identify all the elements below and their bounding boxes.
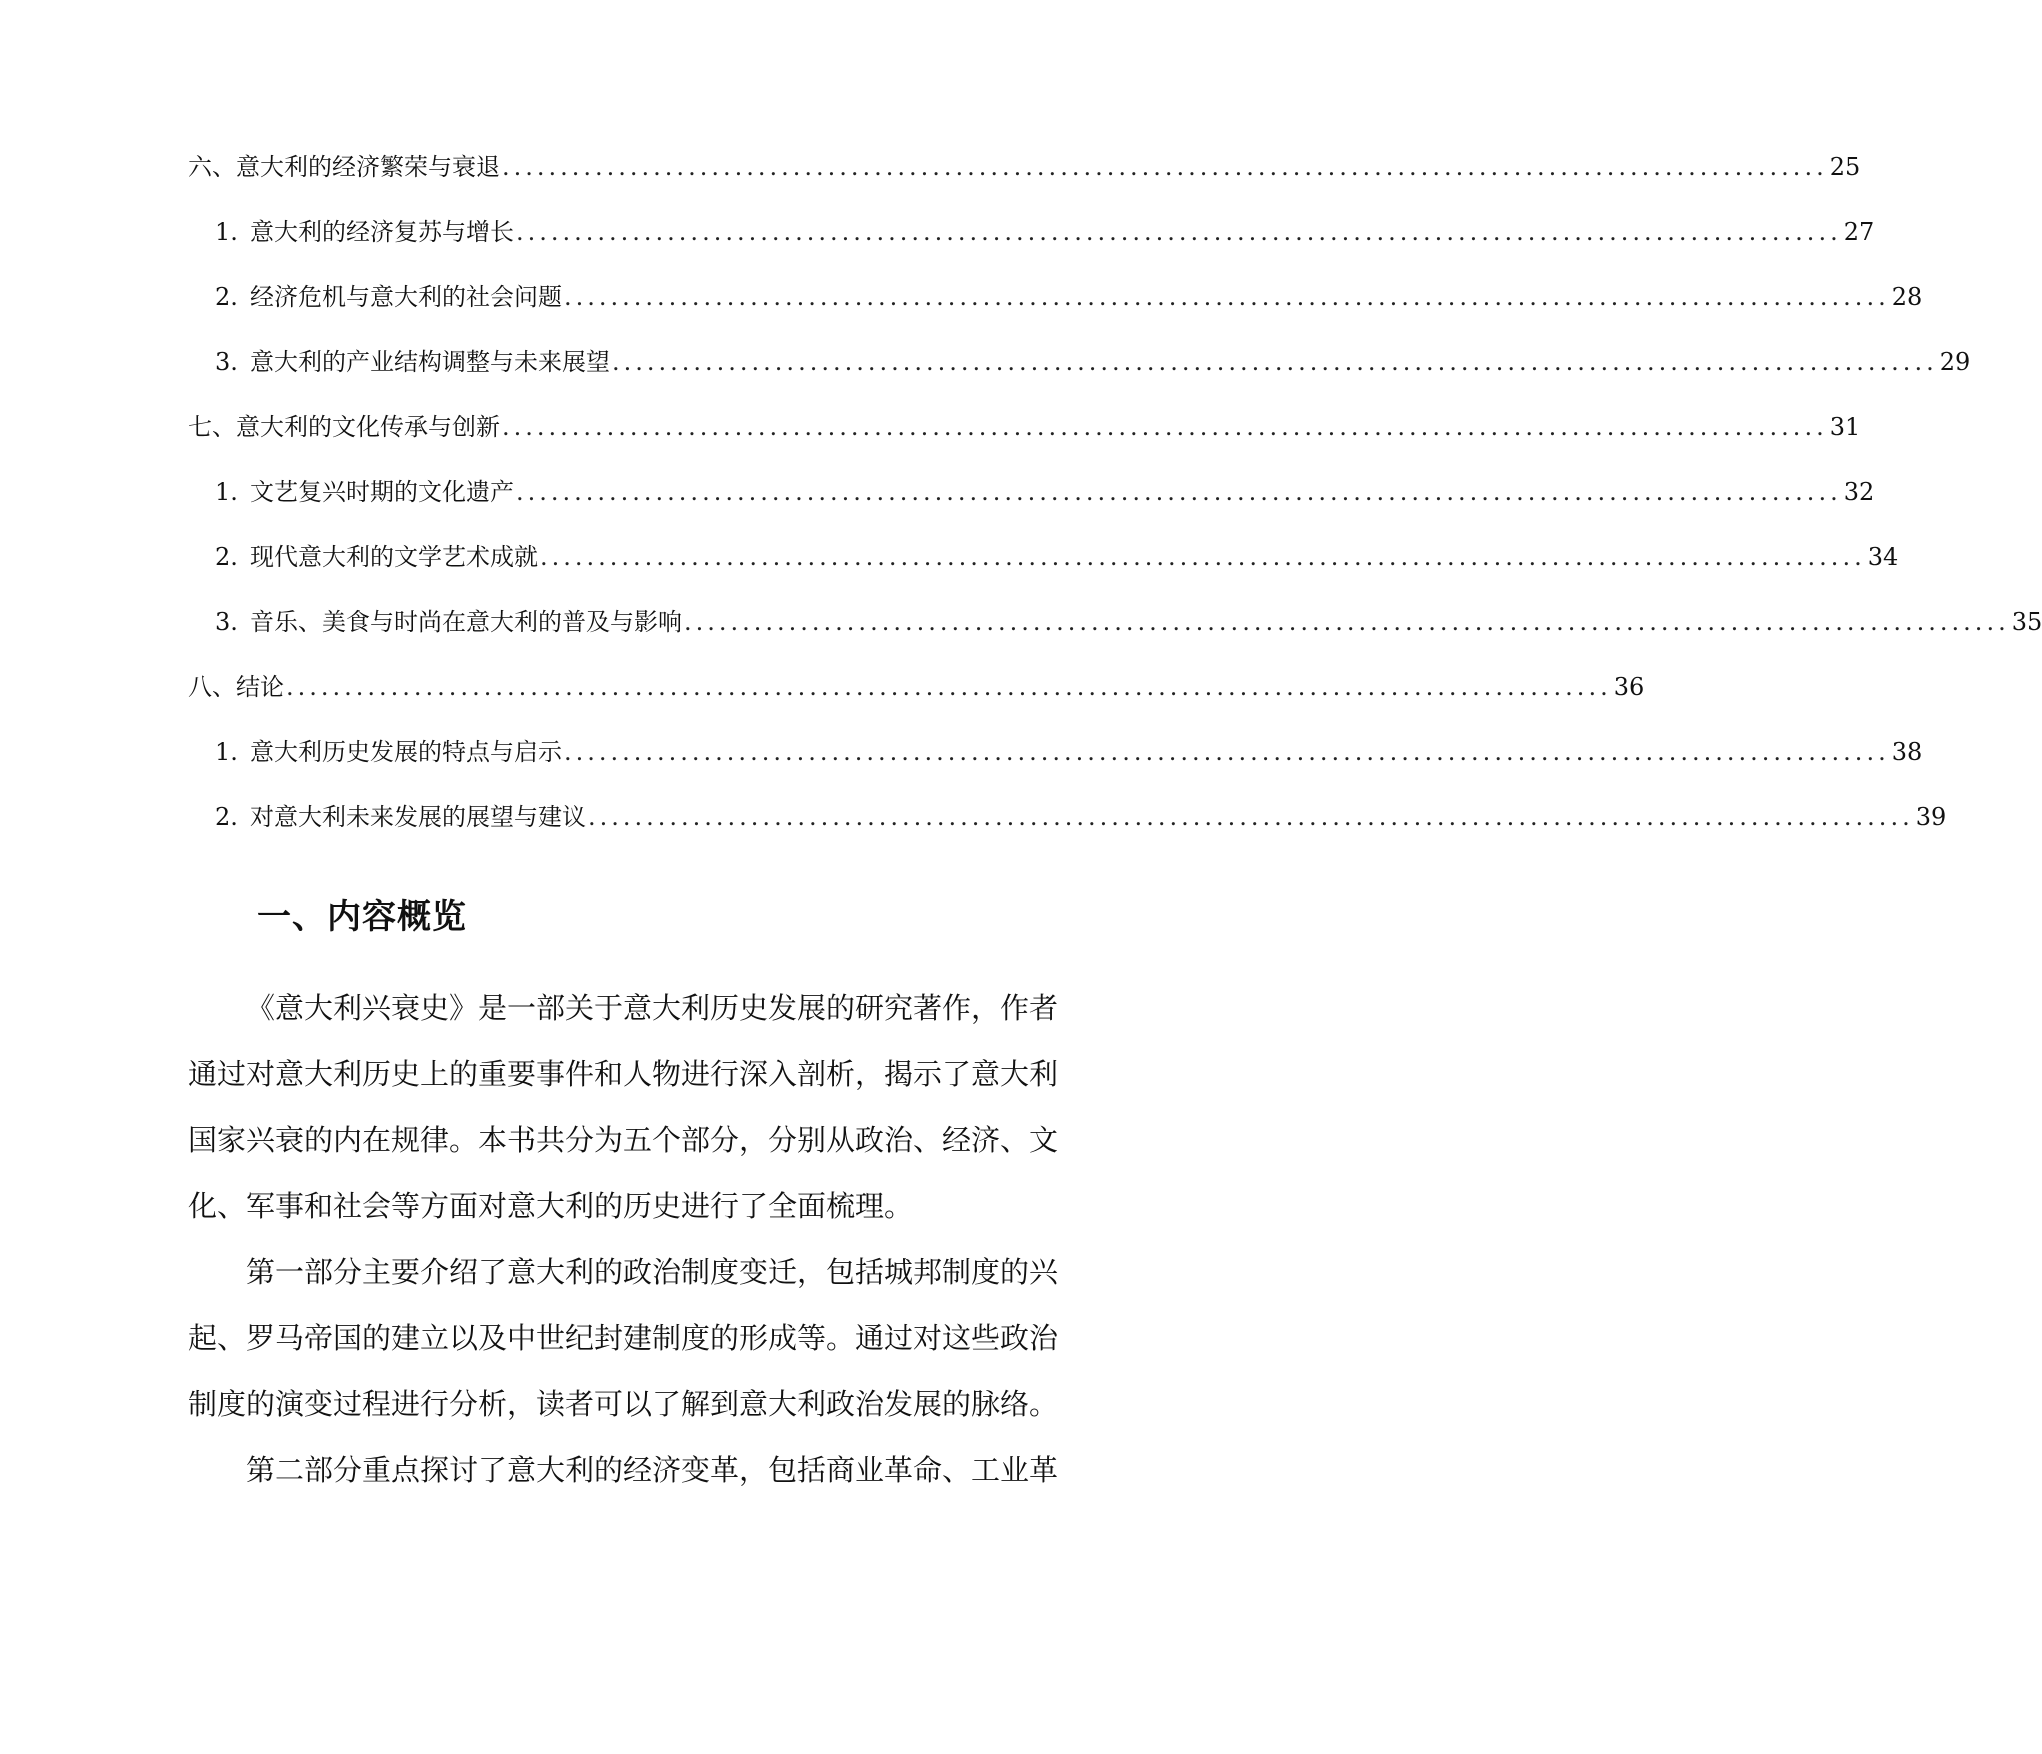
toc-leader-dots: .................................................................................................................. [588,803,1914,831]
toc-leader-dots: .................................................................................................................. [286,673,1612,701]
toc-entry-title: 意大利历史发展的特点与启示 [250,738,562,766]
toc-entry-title: 音乐、美食与时尚在意大利的普及与影响 [250,608,682,636]
body-paragraph: 《意大利兴衰史》是一部关于意大利历史发展的研究著作，作者通过对意大利历史上的重要事件和人物进行深入剖析，揭示了意大利国家兴衰的内在规律。本书共分为五个部分，分别从政治、经济、文化、军事和社会等方面对意大利的历史进行了全面梳理。 [188,991,1059,1223]
toc-leader-dots: .................................................................................................................. [684,608,2010,636]
section-heading: 一、内容概览 [257,897,467,937]
toc-leader-dots: .................................................................................................................. [540,543,1866,571]
toc-leader-dots: .................................................................................................................. [502,413,1828,441]
toc-entry-title: 文艺复兴时期的文化遗产 [250,478,514,506]
toc-entry[interactable] [188,410,1861,475]
toc-entry-number: 2. [215,543,238,571]
toc-entry[interactable] [188,215,1875,280]
toc-entry-number: 1. [215,738,238,766]
toc-page-number: 27 [1843,218,1875,246]
toc-entry[interactable] [188,670,1645,735]
toc-entry-title: 七、意大利的文化传承与创新 [188,413,500,441]
toc-entry[interactable] [188,150,1861,215]
toc-leader-dots: .................................................................................................................. [564,738,1890,766]
toc-page-number: 38 [1891,738,1923,766]
toc-entry-number: 2. [215,283,238,311]
toc-entry-title: 八、结论 [188,673,284,701]
toc-page-number: 25 [1829,153,1861,181]
toc-page-number: 32 [1843,478,1875,506]
toc-entry[interactable] [188,345,1971,410]
section-body [188,975,1058,1503]
toc-page-number: 35 [2011,608,2042,636]
toc-leader-dots: .................................................................................................................. [516,218,1842,246]
toc-entry-number: 3. [215,348,238,376]
toc-leader-dots: .................................................................................................................. [502,153,1828,181]
toc-leader-dots: .................................................................................................................. [612,348,1938,376]
toc-leader-dots: .................................................................................................................. [564,283,1890,311]
toc-entry-title: 六、意大利的经济繁荣与衰退 [188,153,500,181]
toc-entry[interactable] [188,735,1923,800]
toc-entry-number: 3. [215,608,238,636]
toc-entry[interactable] [188,280,1923,345]
toc-entry-title: 意大利的经济复苏与增长 [250,218,514,246]
toc-entry[interactable] [188,800,1947,865]
toc-entry-number: 1. [215,218,238,246]
toc-entry[interactable] [188,475,1875,540]
toc-page-number: 29 [1939,348,1971,376]
body-paragraph: 第二部分重点探讨了意大利的经济变革，包括商业革命、工业革 [246,1453,1059,1487]
toc-entry-number: 1. [215,478,238,506]
toc-page-number: 36 [1613,673,1645,701]
toc-entry-title: 对意大利未来发展的展望与建议 [250,803,586,831]
toc-page-number: 31 [1829,413,1861,441]
toc-entry-title: 现代意大利的文学艺术成就 [250,543,538,571]
toc-entry-number: 2. [215,803,238,831]
table-of-contents [188,150,2042,865]
toc-entry-title: 经济危机与意大利的社会问题 [250,283,562,311]
body-paragraph: 第一部分主要介绍了意大利的政治制度变迁，包括城邦制度的兴起、罗马帝国的建立以及中世纪封建制度的形成等。通过对这些政治制度的演变过程进行分析，读者可以了解到意大利政治发展的脉络。 [188,1255,1059,1421]
toc-entry[interactable] [188,540,1899,605]
toc-entry-title: 意大利的产业结构调整与未来展望 [250,348,610,376]
toc-page-number: 34 [1867,543,1899,571]
toc-page-number: 39 [1915,803,1947,831]
toc-entry[interactable] [188,605,2042,670]
toc-leader-dots: .................................................................................................................. [516,478,1842,506]
toc-page-number: 28 [1891,283,1923,311]
